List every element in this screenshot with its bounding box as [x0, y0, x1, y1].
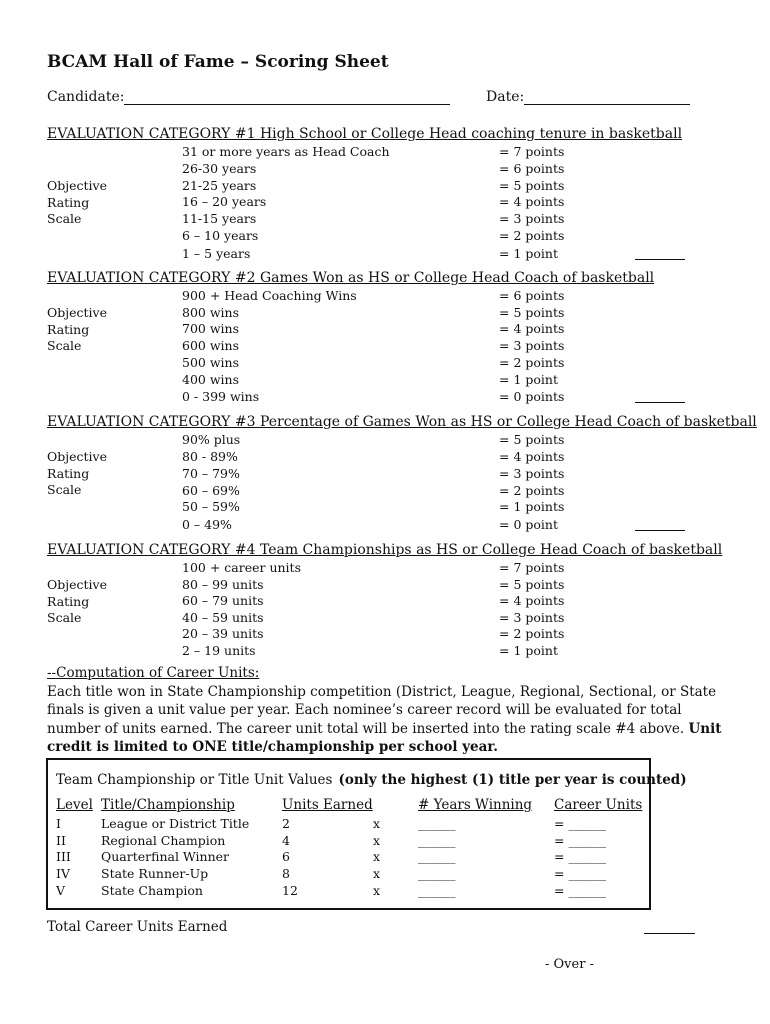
col-header-title: Title/Championship — [101, 797, 235, 813]
unit-row-level: II — [56, 833, 66, 848]
cat2-row-points: = 6 points — [499, 288, 565, 303]
category-1-score-blank[interactable] — [635, 259, 685, 260]
computation-text: Each title won in State Championship competition (District, League, Regional, Sectional, or State finals is given a unit value per year. Each nominee’s career record will be evaluated for total number of units earned. The career unit total will be inserted into the rating scale #4 above. — [47, 683, 717, 737]
unit-row-multiply: x — [373, 849, 381, 864]
cat4-row-points: = 7 points — [499, 560, 565, 575]
computation-body — [47, 683, 727, 757]
scale-label: Scale — [47, 211, 82, 226]
date-input-line[interactable] — [524, 90, 690, 105]
cat3-row-points: = 3 points — [499, 466, 565, 481]
cat2-row-points: = 1 point — [499, 372, 558, 387]
cat2-row-label: 800 wins — [182, 305, 239, 320]
unit-row-title: State Runner-Up — [101, 866, 209, 881]
unit-row-title: Regional Champion — [101, 833, 226, 848]
rating-label: Rating — [47, 465, 90, 481]
category-3-title: EVALUATION CATEGORY #3 Percentage of Games Won as HS or College Head Coach of basketball — [47, 414, 757, 430]
computation-heading: --Computation of Career Units: — [47, 665, 260, 681]
cat4-row-points: = 3 points — [499, 610, 565, 625]
cat1-row-label: 6 – 10 years — [182, 228, 259, 243]
cat2-row-points: = 3 points — [499, 338, 565, 353]
unit-row-years-blank[interactable]: ______ — [418, 849, 456, 864]
date-field — [486, 89, 690, 105]
cat1-row-points: = 1 point — [499, 246, 558, 261]
cat1-row-points: = 6 points — [499, 161, 565, 176]
cat3-row-points: = 4 points — [499, 449, 565, 464]
unit-row-years-blank[interactable]: ______ — [418, 883, 456, 898]
unit-row-units: 4 — [282, 833, 290, 848]
cat4-row-label: 2 – 19 units — [182, 643, 256, 658]
cat3-row-label: 90% plus — [182, 432, 241, 447]
col-header-career: Career Units — [554, 797, 643, 813]
rating-label: Rating — [47, 194, 90, 210]
cat2-row-label: 900 + Head Coaching Wins — [182, 288, 357, 303]
category-3-scale-label — [47, 449, 107, 499]
unit-row-career-blank[interactable]: = ______ — [554, 866, 606, 881]
cat2-row-points: = 0 points — [499, 389, 565, 404]
category-4-scale-label — [47, 577, 107, 627]
col-header-units: Units Earned — [282, 797, 373, 813]
page-footer-over: - Over - — [545, 957, 594, 972]
cat1-row-label: 31 or more years as Head Coach — [182, 144, 390, 159]
rating-label: Rating — [47, 321, 90, 337]
unit-row-level: I — [56, 816, 61, 831]
unit-row-title: League or District Title — [101, 816, 250, 831]
cat4-row-points: = 1 point — [499, 643, 558, 658]
unit-row-level: V — [56, 883, 66, 898]
cat2-row-label: 600 wins — [182, 338, 239, 353]
cat1-row-points: = 7 points — [499, 144, 565, 159]
total-career-units-label: Total Career Units Earned — [47, 919, 228, 935]
cat4-row-label: 60 – 79 units — [182, 593, 264, 608]
cat3-row-label: 70 – 79% — [182, 466, 240, 481]
candidate-field — [47, 89, 450, 105]
date-label: Date: — [486, 89, 525, 105]
scale-label: Scale — [47, 338, 82, 353]
cat3-row-label: 0 – 49% — [182, 517, 232, 532]
objective-label: Objective — [47, 577, 108, 592]
cat4-row-label: 20 – 39 units — [182, 626, 264, 641]
unit-values-title-note: (only the highest (1) title per year is counted) — [338, 772, 687, 788]
category-2-scale-label — [47, 305, 107, 355]
candidate-input-line[interactable] — [124, 90, 450, 105]
cat1-row-points: = 4 points — [499, 194, 565, 209]
unit-row-multiply: x — [373, 833, 381, 848]
cat3-row-label: 60 – 69% — [182, 483, 240, 498]
cat2-row-label: 700 wins — [182, 321, 239, 336]
category-2-title: EVALUATION CATEGORY #2 Games Won as HS or College Head Coach of basketball — [47, 270, 655, 286]
scale-label: Scale — [47, 482, 82, 497]
cat2-row-label: 0 - 399 wins — [182, 389, 260, 404]
cat1-row-label: 26-30 years — [182, 161, 257, 176]
unit-row-multiply: x — [373, 883, 381, 898]
cat3-row-points: = 2 points — [499, 483, 565, 498]
unit-row-career-blank[interactable]: = ______ — [554, 883, 606, 898]
category-1-scale-label — [47, 178, 107, 228]
cat4-row-points: = 2 points — [499, 626, 565, 641]
category-3-score-blank[interactable] — [635, 530, 685, 531]
cat2-row-label: 400 wins — [182, 372, 239, 387]
cat3-row-points: = 0 point — [499, 517, 558, 532]
objective-label: Objective — [47, 449, 108, 464]
unit-row-title: Quarterfinal Winner — [101, 849, 230, 864]
cat1-row-points: = 5 points — [499, 178, 565, 193]
cat4-row-label: 100 + career units — [182, 560, 301, 575]
category-4-title: EVALUATION CATEGORY #4 Team Championships as HS or College Head Coach of basketball — [47, 542, 723, 558]
cat1-row-label: 1 – 5 years — [182, 246, 251, 261]
unit-row-units: 12 — [282, 883, 298, 898]
cat4-row-label: 40 – 59 units — [182, 610, 264, 625]
cat1-row-label: 16 – 20 years — [182, 194, 267, 209]
cat1-row-points: = 3 points — [499, 211, 565, 226]
cat1-row-label: 11-15 years — [182, 211, 257, 226]
unit-row-career-blank[interactable]: = ______ — [554, 816, 606, 831]
cat2-row-label: 500 wins — [182, 355, 239, 370]
col-header-years: # Years Winning — [418, 797, 533, 813]
unit-values-title — [56, 772, 687, 788]
objective-label: Objective — [47, 178, 108, 193]
unit-row-title: State Champion — [101, 883, 203, 898]
unit-row-multiply: x — [373, 866, 381, 881]
category-1-title: EVALUATION CATEGORY #1 High School or College Head coaching tenure in basketball — [47, 126, 683, 142]
unit-row-years-blank[interactable]: ______ — [418, 816, 456, 831]
unit-row-units: 2 — [282, 816, 290, 831]
cat1-row-points: = 2 points — [499, 228, 565, 243]
scale-label: Scale — [47, 610, 82, 625]
cat2-row-points: = 4 points — [499, 321, 565, 336]
objective-label: Objective — [47, 305, 108, 320]
unit-row-career-blank[interactable]: = ______ — [554, 833, 606, 848]
cat2-row-points: = 5 points — [499, 305, 565, 320]
cat3-row-label: 80 - 89% — [182, 449, 238, 464]
cat3-row-label: 50 – 59% — [182, 499, 240, 514]
unit-row-years-blank[interactable]: ______ — [418, 833, 456, 848]
cat4-row-points: = 4 points — [499, 593, 565, 608]
unit-values-title-text: Team Championship or Title Unit Values — [56, 772, 333, 788]
cat4-row-points: = 5 points — [499, 577, 565, 592]
unit-values-box — [46, 758, 687, 910]
unit-row-multiply: x — [373, 816, 381, 831]
rating-label: Rating — [47, 593, 90, 609]
candidate-label: Candidate: — [47, 89, 125, 105]
cat3-row-points: = 1 points — [499, 499, 565, 514]
cat3-row-points: = 5 points — [499, 432, 565, 447]
unit-row-units: 8 — [282, 866, 290, 881]
unit-row-level: IV — [56, 866, 70, 881]
col-header-level: Level — [56, 797, 93, 813]
unit-row-level: III — [56, 849, 71, 864]
total-career-units-blank[interactable] — [644, 933, 695, 934]
unit-row-years-blank[interactable]: ______ — [418, 866, 456, 881]
category-2-score-blank[interactable] — [635, 402, 685, 403]
computation-limit-note: Unit credit is limited to ONE title/championship per school year. — [47, 720, 722, 755]
page-title: BCAM Hall of Fame – Scoring Sheet — [47, 52, 389, 72]
cat4-row-label: 80 – 99 units — [182, 577, 264, 592]
unit-row-units: 6 — [282, 849, 290, 864]
cat2-row-points: = 2 points — [499, 355, 565, 370]
cat1-row-label: 21-25 years — [182, 178, 257, 193]
unit-row-career-blank[interactable]: = ______ — [554, 849, 606, 864]
computation-section — [47, 664, 727, 757]
